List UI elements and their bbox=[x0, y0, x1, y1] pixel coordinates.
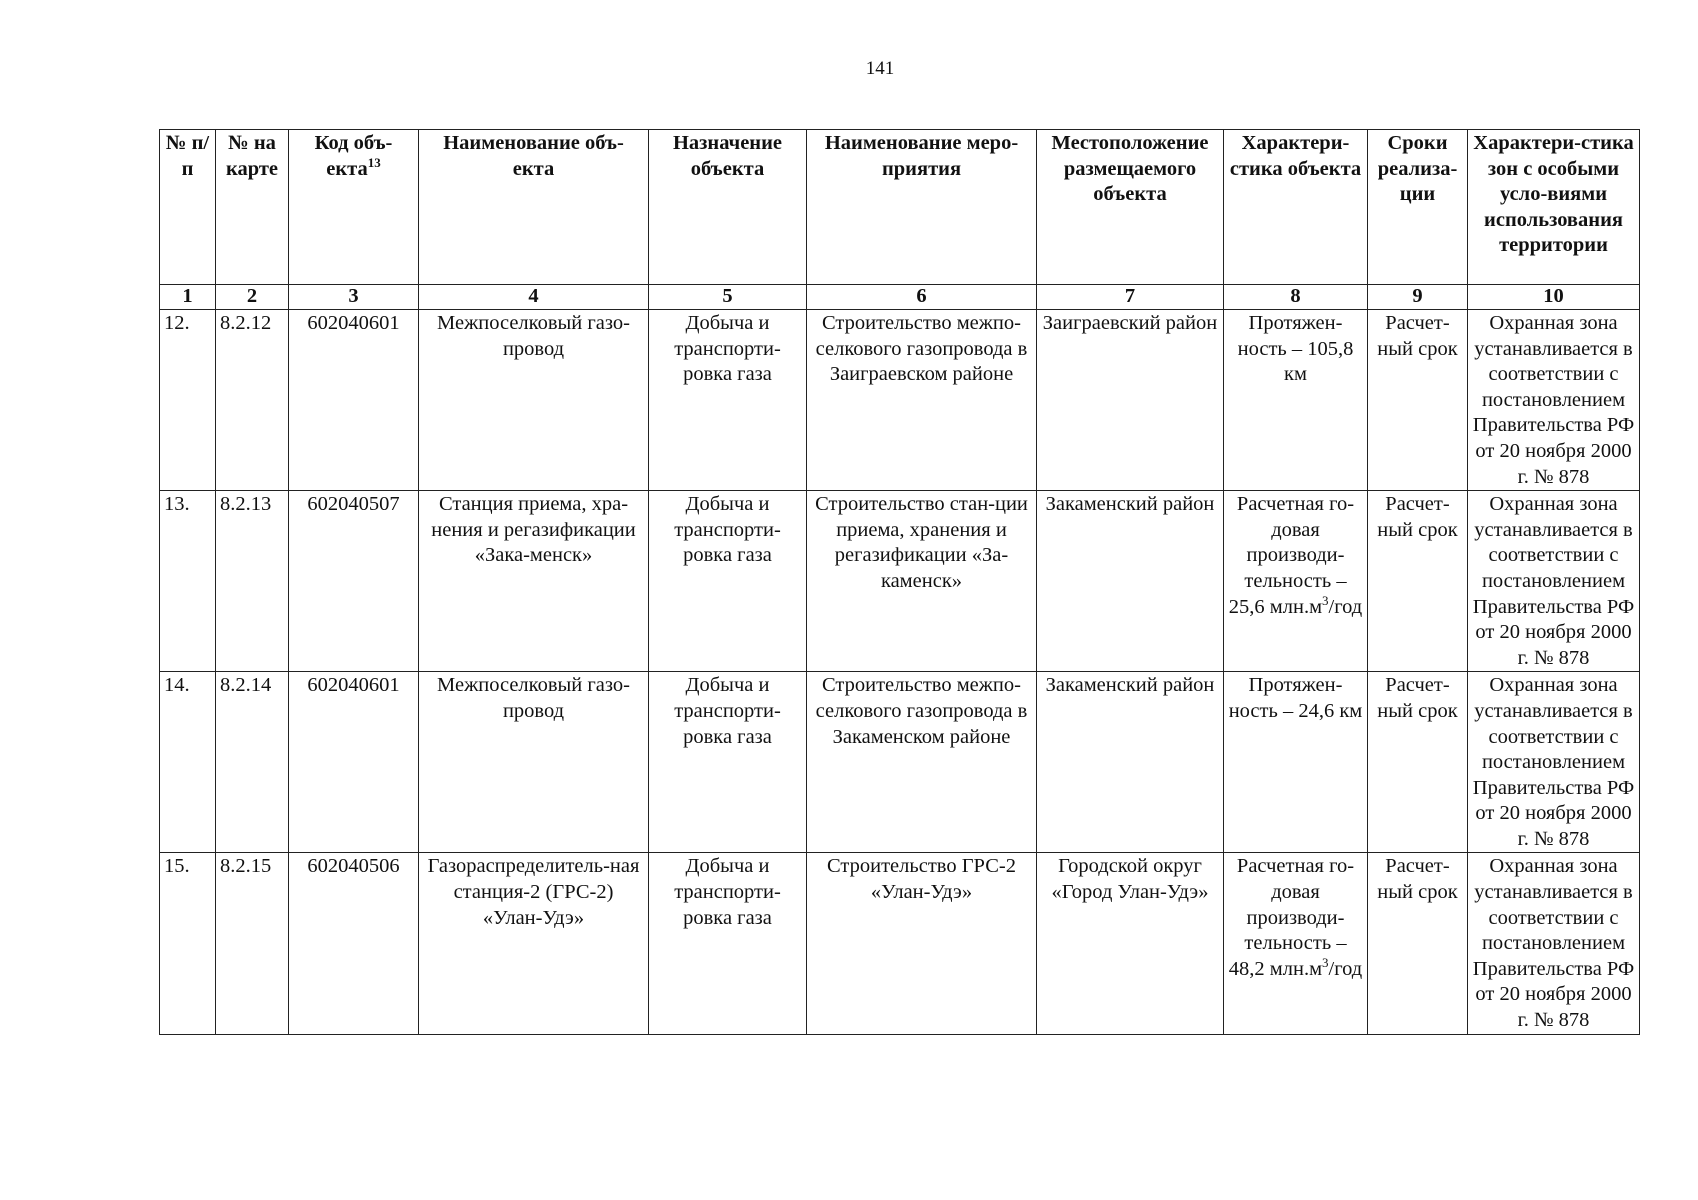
object-purpose: Добыча и транспорти-ровка газа bbox=[649, 491, 807, 672]
column-number: 8 bbox=[1224, 285, 1368, 310]
column-number: 1 bbox=[160, 285, 216, 310]
map-number: 8.2.12 bbox=[216, 310, 289, 491]
map-number: 8.2.13 bbox=[216, 491, 289, 672]
implementation-term: Расчет-ный срок bbox=[1368, 310, 1468, 491]
header-cell: Сроки реализа-ции bbox=[1368, 130, 1468, 285]
object-name: Межпоселковый газо-провод bbox=[419, 310, 649, 491]
implementation-term: Расчет-ный срок bbox=[1368, 491, 1468, 672]
column-number: 4 bbox=[419, 285, 649, 310]
map-number: 8.2.14 bbox=[216, 672, 289, 853]
column-number: 9 bbox=[1368, 285, 1468, 310]
object-name: Межпоселковый газо-провод bbox=[419, 672, 649, 853]
object-characteristic: Протяжен-ность – 24,6 км bbox=[1224, 672, 1368, 853]
header-cell: Характери-стика объекта bbox=[1224, 130, 1368, 285]
header-row bbox=[160, 130, 1640, 285]
object-location: Заиграевский район bbox=[1037, 310, 1224, 491]
implementation-term: Расчет-ный срок bbox=[1368, 853, 1468, 1034]
object-location: Городской округ «Город Улан-Удэ» bbox=[1037, 853, 1224, 1034]
column-number: 6 bbox=[807, 285, 1037, 310]
footnote-marker: 13 bbox=[367, 154, 381, 170]
column-number: 3 bbox=[289, 285, 419, 310]
table-row bbox=[160, 672, 1640, 853]
activity-name: Строительство межпо-селкового газопровода в Закаменском районе bbox=[807, 672, 1037, 853]
zone-characteristic: Охранная зона устанавливается в соответствии с постановлением Правительства РФ от 20 ноября 2000 г. № 878 bbox=[1468, 853, 1640, 1034]
header-cell: Код объ-екта$^{13}$ bbox=[289, 130, 419, 285]
zone-characteristic: Охранная зона устанавливается в соответствии с постановлением Правительства РФ от 20 ноября 2000 г. № 878 bbox=[1468, 491, 1640, 672]
object-purpose: Добыча и транспорти-ровка газа bbox=[649, 310, 807, 491]
header-cell: Наименование объ-екта bbox=[419, 130, 649, 285]
implementation-term: Расчет-ный срок bbox=[1368, 672, 1468, 853]
column-number-row bbox=[160, 285, 1640, 310]
header-cell: № на карте bbox=[216, 130, 289, 285]
zone-characteristic: Охранная зона устанавливается в соответствии с постановлением Правительства РФ от 20 ноября 2000 г. № 878 bbox=[1468, 672, 1640, 853]
column-number: 10 bbox=[1468, 285, 1640, 310]
header-cell: Местоположение размещаемого объекта bbox=[1037, 130, 1224, 285]
activity-name: Строительство ГРС-2 «Улан-Удэ» bbox=[807, 853, 1037, 1034]
object-location: Закаменский район bbox=[1037, 491, 1224, 672]
header-cell: № п/п bbox=[160, 130, 216, 285]
row-number: 13. bbox=[160, 491, 216, 672]
object-characteristic: Расчетная го-довая производи-тельность – 25,6 $млн.м^3$/год bbox=[1224, 491, 1368, 672]
column-number: 5 bbox=[649, 285, 807, 310]
object-characteristic: Расчетная го-довая производи-тельность – 48,2 $млн.м^3$/год bbox=[1224, 853, 1368, 1034]
activity-name: Строительство межпо-селкового газопровода в Заиграевском районе bbox=[807, 310, 1037, 491]
table-row bbox=[160, 853, 1640, 1034]
map-number: 8.2.15 bbox=[216, 853, 289, 1034]
page-number: 141 bbox=[865, 58, 895, 79]
header-cell: Назначение объекта bbox=[649, 130, 807, 285]
row-number: 12. bbox=[160, 310, 216, 491]
column-number: 7 bbox=[1037, 285, 1224, 310]
object-code: 602040601 bbox=[289, 310, 419, 491]
object-name: Станция приема, хра-нения и регазификации «Зака-менск» bbox=[419, 491, 649, 672]
column-number: 2 bbox=[216, 285, 289, 310]
zone-characteristic: Охранная зона устанавливается в соответствии с постановлением Правительства РФ от 20 ноября 2000 г. № 878 bbox=[1468, 310, 1640, 491]
header-cell: Наименование меро-приятия bbox=[807, 130, 1037, 285]
object-code: 602040507 bbox=[289, 491, 419, 672]
table-row bbox=[160, 491, 1640, 672]
object-characteristic: Протяжен-ность – 105,8 км bbox=[1224, 310, 1368, 491]
object-location: Закаменский район bbox=[1037, 672, 1224, 853]
object-code: 602040601 bbox=[289, 672, 419, 853]
object-name: Газораспределитель-ная станция-2 (ГРС-2) «Улан-Удэ» bbox=[419, 853, 649, 1034]
activity-name: Строительство стан-ции приема, хранения и регазификации «За-каменск» bbox=[807, 491, 1037, 672]
object-purpose: Добыча и транспорти-ровка газа bbox=[649, 853, 807, 1034]
object-code: 602040506 bbox=[289, 853, 419, 1034]
row-number: 14. bbox=[160, 672, 216, 853]
row-number: 15. bbox=[160, 853, 216, 1034]
header-cell: Характери-стика зон с особыми усло-виями использования территории bbox=[1468, 130, 1640, 285]
object-purpose: Добыча и транспорти-ровка газа bbox=[649, 672, 807, 853]
objects-table bbox=[159, 129, 1640, 1035]
table-row bbox=[160, 310, 1640, 491]
